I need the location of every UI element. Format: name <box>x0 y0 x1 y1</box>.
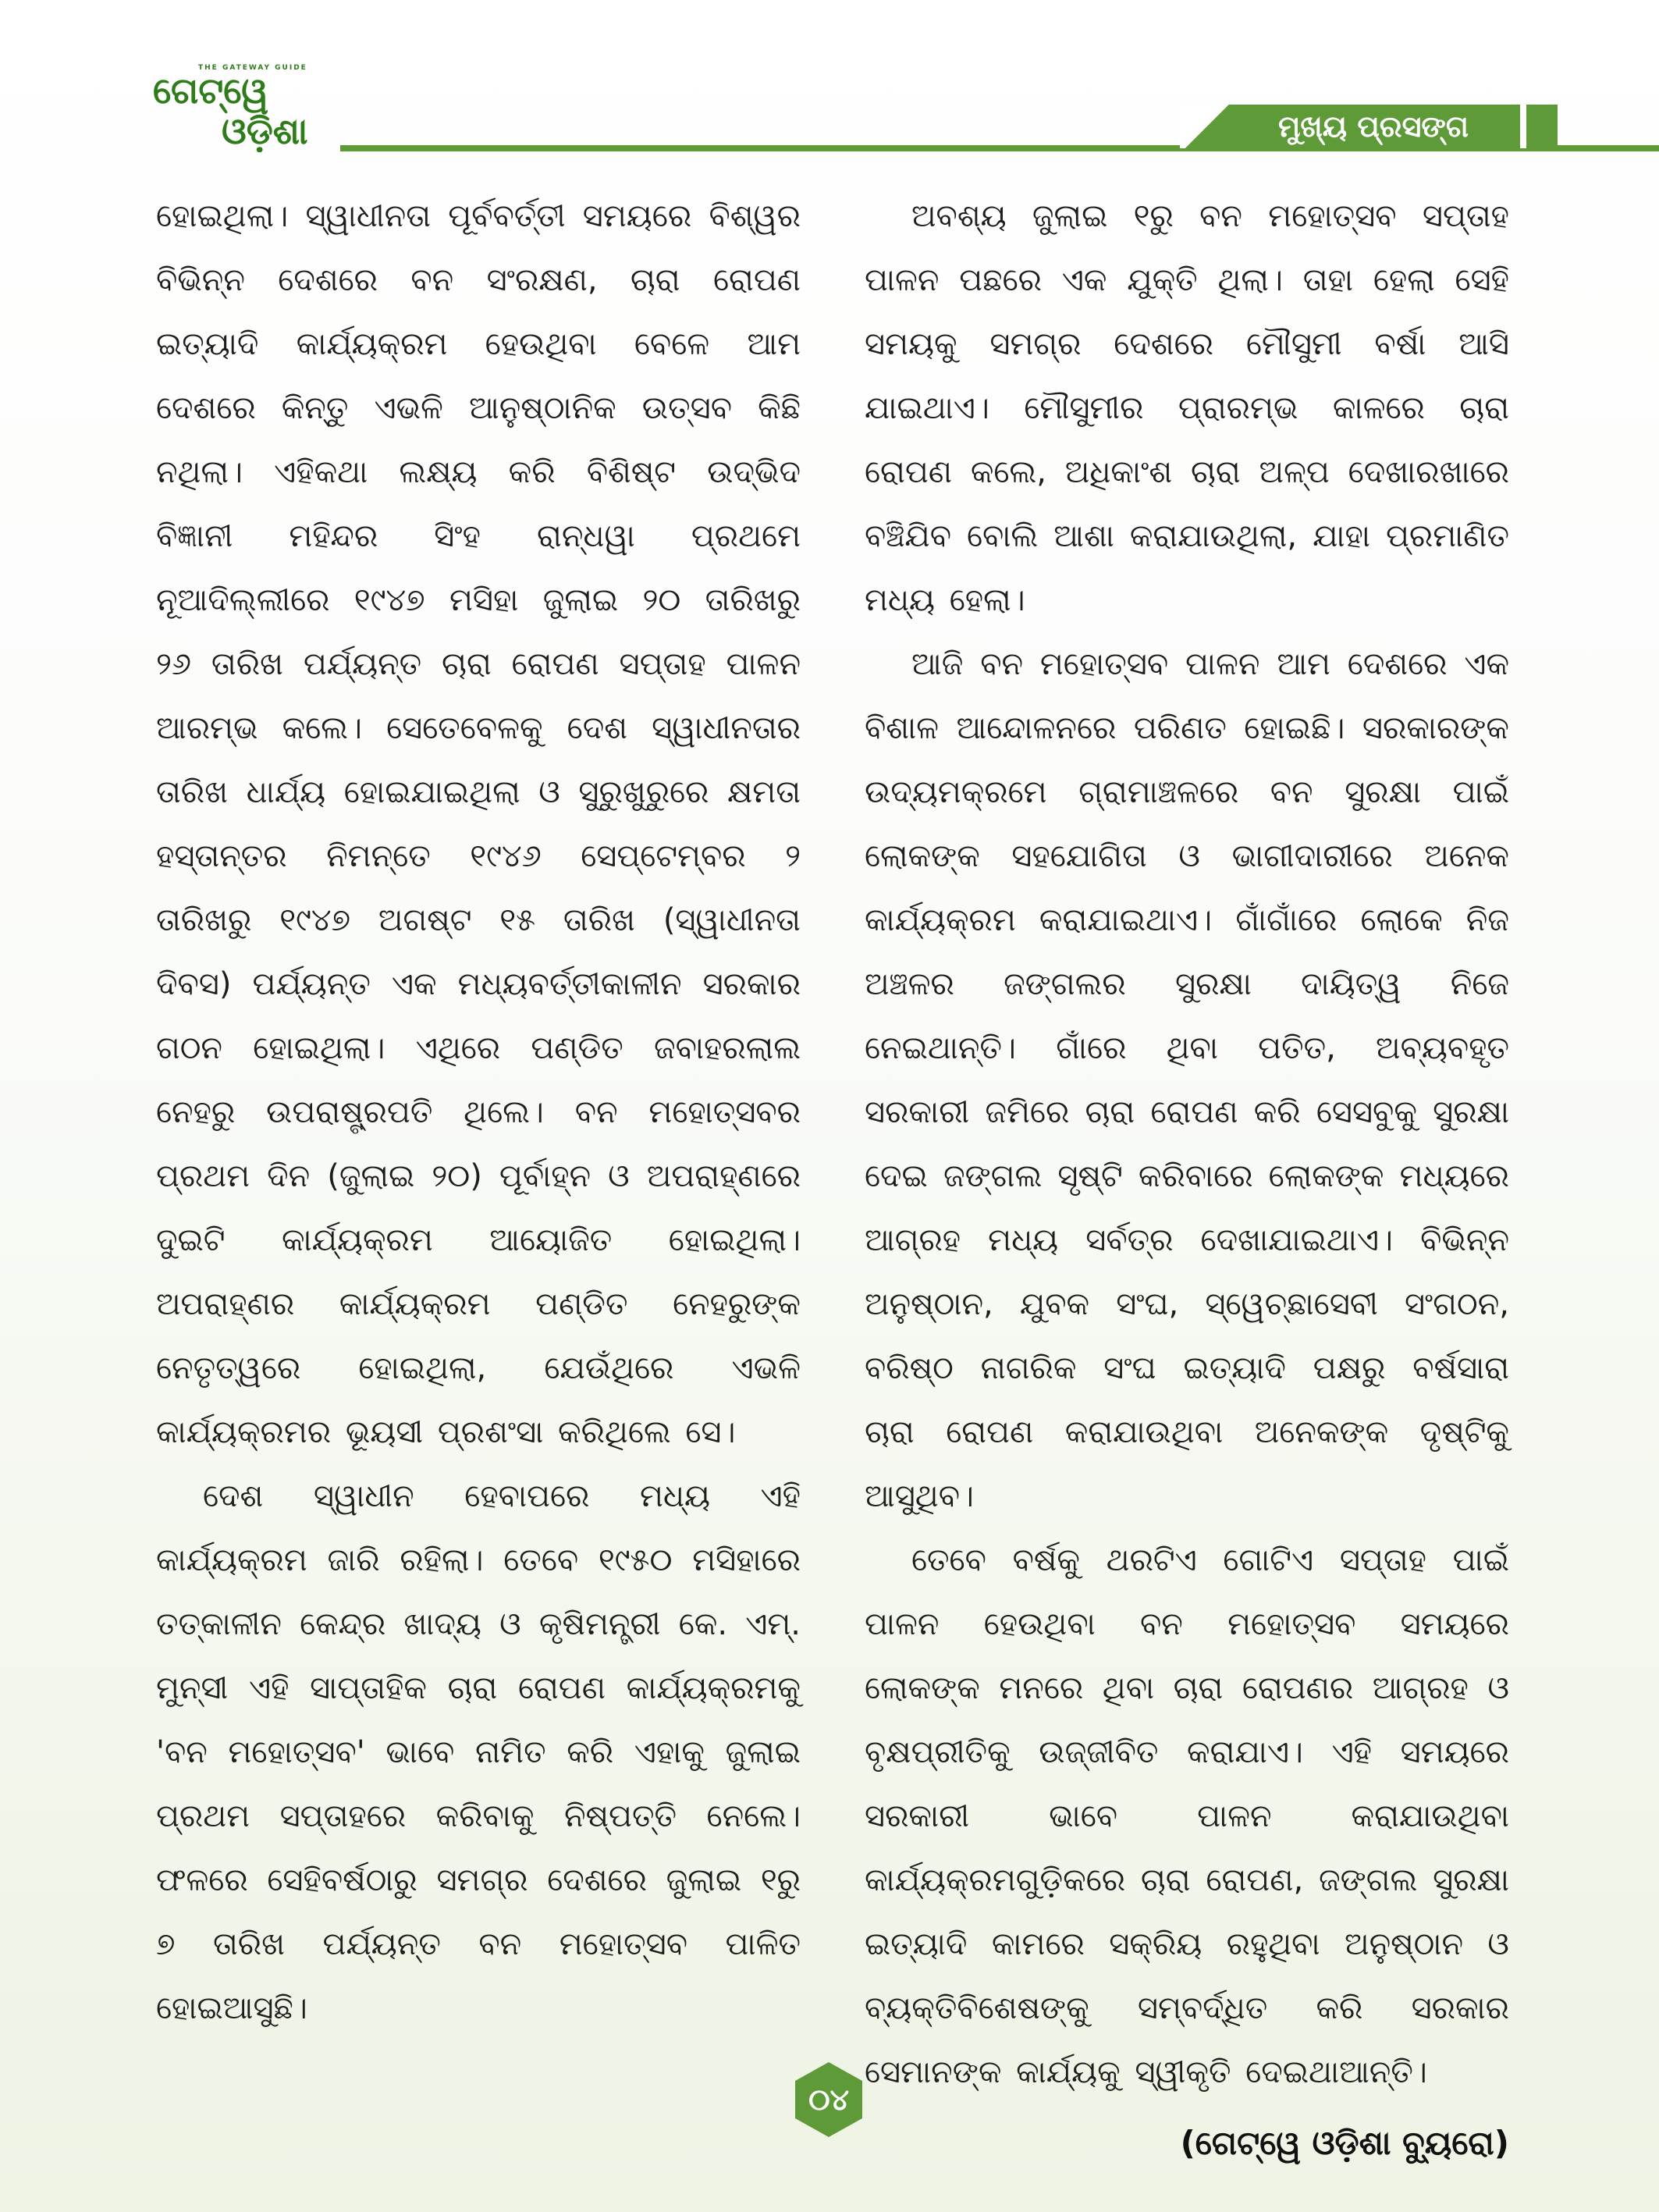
page-header <box>0 0 1659 156</box>
article-paragraph: ଆଜି ବନ ମହୋତ୍ସବ ପାଳନ ଆମ ଦେଶରେ ଏକ ବିଶାଳ ଆନ୍ଦୋଳନରେ ପରିଣତ ହୋଇଛି। ସରକାରଙ୍କ ଉଦ୍ୟମକ୍ରମେ ଗ୍ରାମାଞ୍ଚଳରେ ବନ ସୁରକ୍ଷା ପାଇଁ ଲୋକଙ୍କ ସହଯୋଗିତା ଓ ଭାଗୀଦାରୀରେ ଅନେକ କାର୍ଯ୍ୟକ୍ରମ କରାଯାଇଥାଏ। ଗାଁଗାଁରେ ଲୋକେ ନିଜ ଅଞ୍ଚଳର ଜଙ୍ଗଲର ସୁରକ୍ଷା ଦାୟିତ୍ୱ ନିଜେ ନେଇଥାନ୍ତି। ଗାଁରେ ଥିବା ପତିତ, ଅବ୍ୟବହୃତ ସରକାରୀ ଜମିରେ ଚାରା ରୋପଣ କରି ସେସବୁକୁ ସୁରକ୍ଷା ଦେଇ ଜଙ୍ଗଲ ସୃଷ୍ଟି କରିବାରେ ଲୋକଙ୍କ ମଧ୍ୟରେ ଆଗ୍ରହ ମଧ୍ୟ ସର୍ବତ୍ର ଦେଖାଯାଇଥାଏ। ବିଭିନ୍ନ ଅନୁଷ୍ଠାନ, ଯୁବକ ସଂଘ, ସ୍ୱେଚ୍ଛାସେବୀ ସଂଗଠନ, ବରିଷ୍ଠ ନାଗରିକ ସଂଘ ଇତ୍ୟାଦି ପକ୍ଷରୁ ବର୍ଷସାରା ଚାରା ରୋପଣ କରାଯାଉଥିବା ଅନେକଙ୍କ ଦୃଷ୍ଟିକୁ ଆସୁଥିବ। <box>865 646 1509 1514</box>
section-tab-end <box>1526 105 1558 148</box>
article-paragraph: ଦେଶ ସ୍ୱାଧୀନ ହେବାପରେ ମଧ୍ୟ ଏହି କାର୍ଯ୍ୟକ୍ରମ ଜାରି ରହିଲା। ତେବେ ୧୯୫୦ ମସିହାରେ ତତ୍କାଳୀନ କେନ୍ଦ୍ର ଖାଦ୍ୟ ଓ କୃଷିମନ୍ତ୍ରୀ କେ. ଏମ୍. ମୁନ୍‌ସୀ ଏହି ସାପ୍ତାହିକ ଚାରା ରୋପଣ କାର୍ଯ୍ୟକ୍ରମକୁ 'ବନ ମହୋତ୍ସବ' ଭାବେ ନାମିତ କରି ଏହାକୁ ଜୁଲାଇ ପ୍ରଥମ ସପ୍ତାହରେ କରିବାକୁ ନିଷ୍ପତ୍ତି ନେଲେ। ଫଳରେ ସେହିବର୍ଷଠାରୁ ସମଗ୍ର ଦେଶରେ ଜୁଲାଇ ୧ରୁ ୭ ତାରିଖ ପର୍ଯ୍ୟନ୍ତ ବନ ମହୋତ୍ସବ ପାଳିତ ହୋଇଆସୁଛି। <box>156 1478 801 2026</box>
section-label: ମୁଖ୍ୟ ପ୍ରସଙ୍ଗ <box>1277 109 1469 144</box>
page-number-badge <box>793 2061 865 2139</box>
article-column-right <box>865 184 1509 2176</box>
article-byline: (ଗେଟ୍‌ୱେ ଓଡ଼ିଶା ବ୍ୟୁରୋ) <box>1180 2124 1509 2162</box>
magazine-logo <box>153 64 371 156</box>
article-paragraph: ତେବେ ବର୍ଷକୁ ଥରଟିଏ ଗୋଟିଏ ସପ୍ତାହ ପାଇଁ ପାଳନ ହେଉଥିବା ବନ ମହୋତ୍ସବ ସମୟରେ ଲୋକଙ୍କ ମନରେ ଥିବା ଚାରା ରୋପଣର ଆଗ୍ରହ ଓ ବୃକ୍ଷପ୍ରୀତିକୁ ଉଜ୍ଜୀବିତ କରାଯାଏ। ଏହି ସମୟରେ ସରକାରୀ ଭାବେ ପାଳନ କରାଯାଉଥିବା କାର୍ଯ୍ୟକ୍ରମଗୁଡ଼ିକରେ ଚାରା ରୋପଣ, ଜଙ୍ଗଲ ସୁରକ୍ଷା ଇତ୍ୟାଦି କାମରେ ସକ୍ରିୟ ରହୁଥିବା ଅନୁଷ୍ଠାନ ଓ ବ୍ୟକ୍ତିବିଶେଷଙ୍କୁ ସମ୍ବର୍ଦ୍ଧିତ କରି ସରକାର ସେମାନଙ୍କ କାର୍ଯ୍ୟକୁ ସ୍ୱୀକୃତି ଦେଇଥାଆନ୍ତି। <box>865 1542 1509 2090</box>
page-number: ୦୪ <box>808 2082 849 2117</box>
article-column-left <box>156 184 801 2040</box>
section-tab-notch <box>1180 105 1234 148</box>
section-tab-divider <box>1520 105 1526 148</box>
logo-title-line1: ଗେଟ୍‌ୱେ <box>153 69 269 112</box>
logo-tagline: THE GATEWAY GUIDE <box>198 64 307 72</box>
article-paragraph: ଅବଶ୍ୟ ଜୁଲାଇ ୧ରୁ ବନ ମହୋତ୍ସବ ସପ୍ତାହ ପାଳନ ପଛରେ ଏକ ଯୁକ୍ତି ଥିଲା। ତାହା ହେଲା ସେହି ସମୟକୁ ସମଗ୍ର ଦେଶରେ ମୌସୁମୀ ବର୍ଷା ଆସି ଯାଇଥାଏ। ମୌସୁମୀର ପ୍ରାରମ୍ଭ କାଳରେ ଚାରା ରୋପଣ କଲେ, ଅଧିକାଂଶ ଚାରା ଅଳ୍ପ ଦେଖାରଖାରେ ବଞ୍ଚିଯିବ ବୋଲି ଆଶା କରାଯାଉଥିଲା, ଯାହା ପ୍ରମାଣିତ ମଧ୍ୟ ହେଲା। <box>865 198 1509 618</box>
article-paragraph: ହୋଇଥିଲା। ସ୍ୱାଧୀନତା ପୂର୍ବବର୍ତ୍ତୀ ସମୟରେ ବିଶ୍ୱର ବିଭିନ୍ନ ଦେଶରେ ବନ ସଂରକ୍ଷଣ, ଚାରା ରୋପଣ ଇତ୍ୟାଦି କାର୍ଯ୍ୟକ୍ରମ ହେଉଥିବା ବେଳେ ଆମ ଦେଶରେ କିନ୍ତୁ ଏଭଳି ଆନୁଷ୍ଠାନିକ ଉତ୍ସବ କିଛି ନଥିଲା। ଏହିକଥା ଲକ୍ଷ୍ୟ କରି ବିଶିଷ୍ଟ ଉଦ୍ଭିଦ ବିଜ୍ଞାନୀ ମହିନ୍ଦର ସିଂହ ରାନ୍ଧୱା ପ୍ରଥମେ ନୂଆଦିଲ୍ଲୀରେ ୧୯୪୭ ମସିହା ଜୁଲାଇ ୨୦ ତାରିଖରୁ ୨୬ ତାରିଖ ପର୍ଯ୍ୟନ୍ତ ଚାରା ରୋପଣ ସପ୍ତାହ ପାଳନ ଆରମ୍ଭ କଲେ। ସେତେବେଳକୁ ଦେଶ ସ୍ୱାଧୀନତାର ତାରିଖ ଧାର୍ଯ୍ୟ ହୋଇଯାଇଥିଲା ଓ ସୁରୁଖୁରୁରେ କ୍ଷମତା ହସ୍ତାନ୍ତର ନିମନ୍ତେ ୧୯୪୬ ସେପ୍ଟେମ୍ବର ୨ ତାରିଖରୁ ୧୯୪୭ ଅଗଷ୍ଟ ୧୫ ତାରିଖ (ସ୍ୱାଧୀନତା ଦିବସ) ପର୍ଯ୍ୟନ୍ତ ଏକ ମଧ୍ୟବର୍ତ୍ତୀକାଳୀନ ସରକାର ଗଠନ ହୋଇଥିଲା। ଏଥିରେ ପଣ୍ଡିତ ଜବାହରଲାଲ ନେହରୁ ଉପରାଷ୍ଟ୍ରପତି ଥିଲେ। ବନ ମହୋତ୍ସବର ପ୍ରଥମ ଦିନ (ଜୁଲାଇ ୨୦) ପୂର୍ବାହ୍ନ ଓ ଅପରାହ୍ଣରେ ଦୁଇଟି କାର୍ଯ୍ୟକ୍ରମ ଆୟୋଜିତ ହୋଇଥିଲା। ଅପରାହ୍ଣର କାର୍ଯ୍ୟକ୍ରମ ପଣ୍ଡିତ ନେହରୁଙ୍କ ନେତୃତ୍ୱରେ ହୋଇଥିଲା, ଯେଉଁଥିରେ ଏଭଳି କାର୍ଯ୍ୟକ୍ରମର ଭୂୟସୀ ପ୍ରଶଂସା କରିଥିଲେ ସେ। <box>156 198 801 1450</box>
logo-title-line2: ଓଡ଼ିଶା <box>222 110 308 152</box>
